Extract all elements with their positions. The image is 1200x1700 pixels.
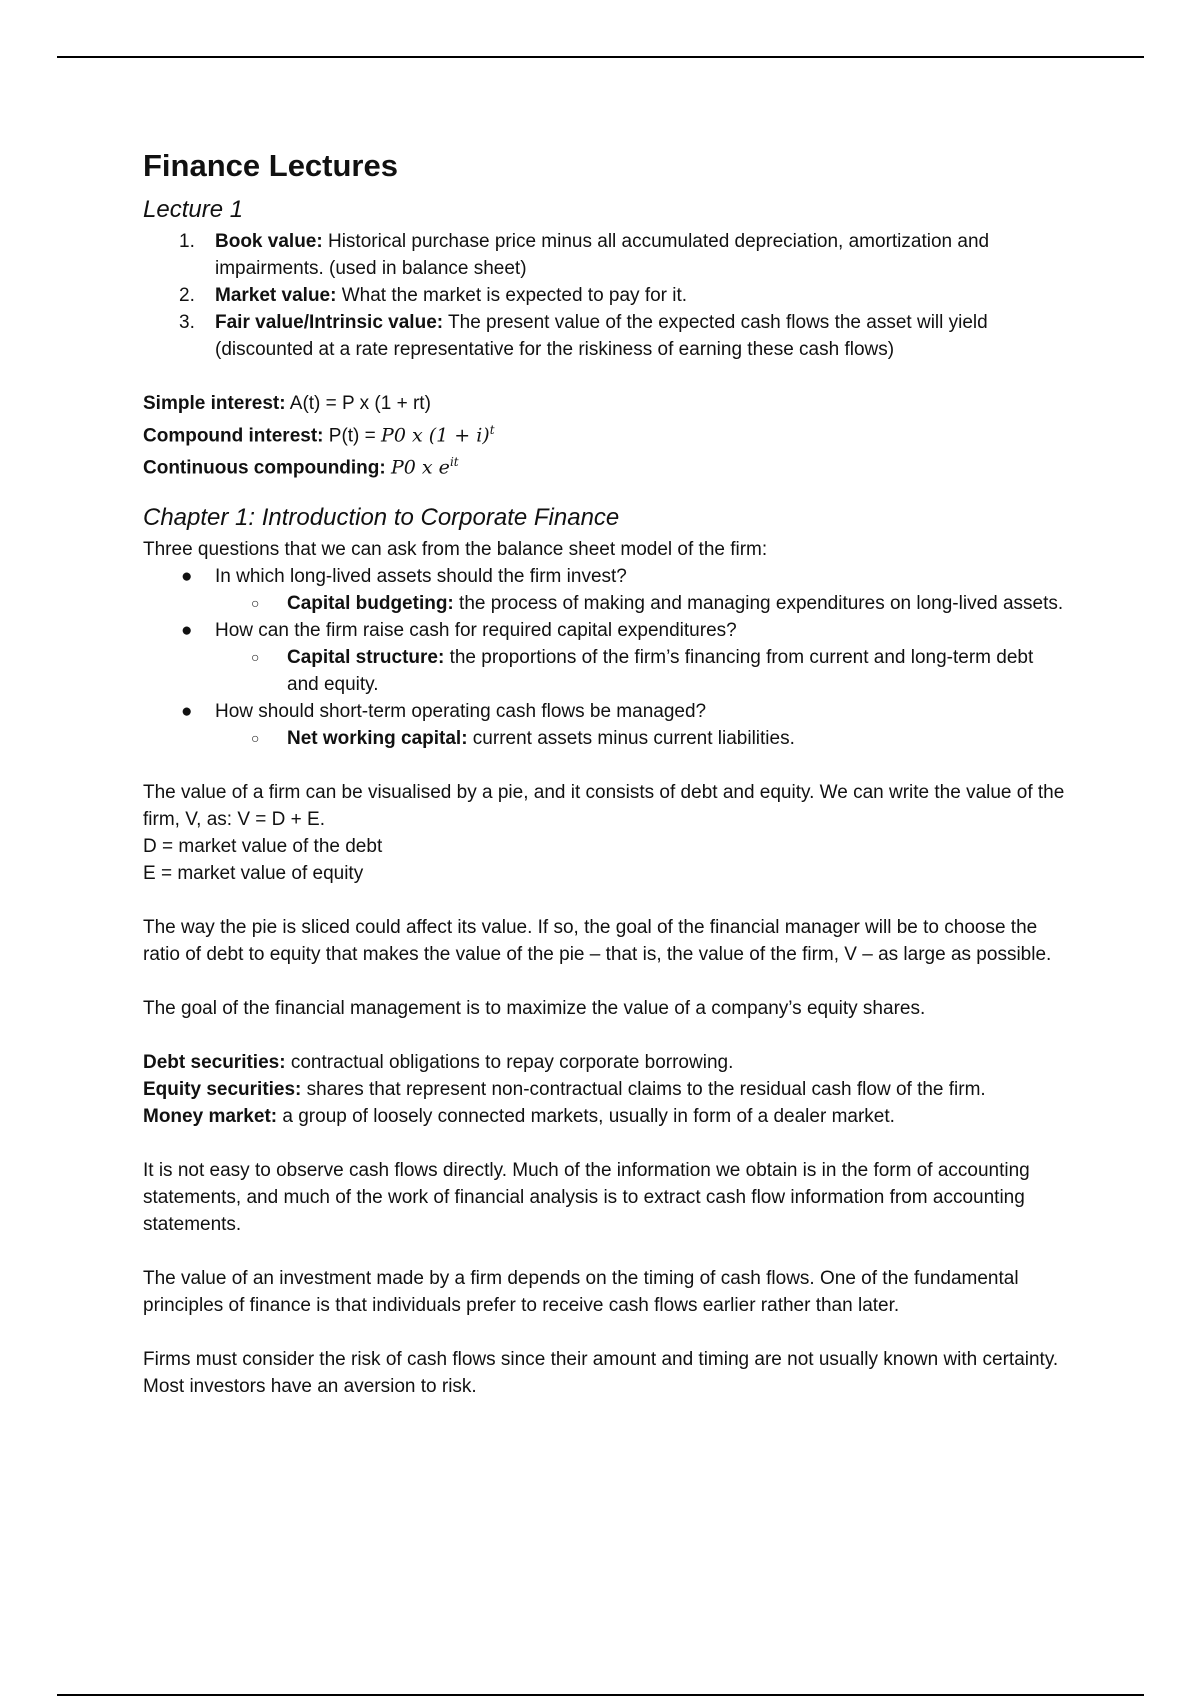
list-item: [143, 228, 1068, 282]
formula-label: Simple interest:: [143, 393, 286, 414]
formula-math: P0 x (1 + i): [381, 424, 490, 447]
debt-securities-line: [143, 1049, 1068, 1076]
definition: the process of making and managing expenditures on long-lived assets.: [453, 592, 1064, 614]
circle-bullet-icon: ○: [251, 729, 260, 746]
chapter-intro: Three questions that we can ask from the balance sheet model of the firm:: [143, 538, 768, 560]
definition: shares that represent non-contractual claims to the residual cash flow of the firm.: [301, 1078, 986, 1100]
lecture-1-heading: Lecture 1: [143, 196, 244, 223]
question: In which long-lived assets should the firm invest?: [215, 565, 627, 587]
goal-paragraph: The goal of the financial management is to maximize the value of a company’s equity shares.: [143, 997, 926, 1019]
list-item: [143, 698, 1068, 752]
list-item: [143, 282, 1068, 309]
definition: current assets minus current liabilities.: [467, 727, 795, 749]
list-number: 1.: [179, 231, 195, 252]
formula-exponent: t: [489, 423, 495, 437]
formula-text: A(t) = P x (1 + rt): [285, 393, 431, 414]
debt-definition: D = market value of the debt: [143, 835, 383, 857]
document-page: [143, 146, 1068, 1400]
continuous-compounding-formula: [143, 449, 1068, 481]
bottom-rule: [57, 1694, 1144, 1696]
value-definitions-list: [143, 228, 1068, 363]
term: Book value:: [215, 231, 323, 252]
document-title: Finance Lectures: [143, 148, 398, 183]
sub-list-item: [215, 590, 1068, 617]
equity-securities-line: [143, 1076, 1068, 1103]
equity-definition: E = market value of equity: [143, 862, 364, 884]
definition: What the market is expected to pay for it.: [336, 285, 688, 306]
term: Equity securities:: [143, 1078, 302, 1100]
formula-text: P(t) =: [323, 425, 382, 447]
question: How can the firm raise cash for required capital expenditures?: [215, 619, 737, 641]
questions-list: [143, 563, 1068, 752]
formula-math: P0 x e: [391, 456, 450, 479]
question: How should short-term operating cash flows be managed?: [215, 700, 707, 722]
risk-paragraph: Firms must consider the risk of cash flows since their amount and timing are not usually known with certainty. Most investors have an aversion to risk.: [143, 1348, 1059, 1397]
term: Capital budgeting:: [287, 592, 454, 614]
circle-bullet-icon: ○: [251, 594, 260, 611]
term: Debt securities:: [143, 1051, 286, 1073]
top-rule: [57, 56, 1144, 58]
list-item: [143, 617, 1068, 698]
definition: Historical purchase price minus all accumulated depreciation, amortization and impairments. (used in balance sheet): [215, 231, 990, 279]
bullet-icon: ●: [181, 565, 193, 587]
bullet-icon: ●: [181, 619, 193, 641]
definition: contractual obligations to repay corporate borrowing.: [285, 1051, 734, 1073]
formula-label: Continuous compounding:: [143, 457, 386, 479]
circle-bullet-icon: ○: [251, 648, 260, 665]
term: Capital structure:: [287, 646, 445, 668]
definition: a group of loosely connected markets, usually in form of a dealer market.: [277, 1105, 895, 1127]
compound-interest-formula: [143, 417, 1068, 449]
formula-exponent: it: [449, 455, 459, 470]
list-number: 3.: [179, 312, 195, 333]
simple-interest-formula: [143, 390, 1068, 417]
list-number: 2.: [179, 285, 195, 306]
sub-list-item: [215, 725, 1068, 752]
formula-label: Compound interest:: [143, 425, 324, 447]
term: Market value:: [215, 285, 337, 306]
bullet-icon: ●: [181, 700, 193, 722]
definition: the proportions of the firm’s financing from current and long-term debt and equity.: [287, 646, 1034, 695]
cash-flows-paragraph: It is not easy to observe cash flows directly. Much of the information we obtain is in the form of accounting statements, and much of the work of financial analysis is to extract cash flow information from accounting statements.: [143, 1159, 1030, 1235]
term: Net working capital:: [287, 727, 468, 749]
slice-paragraph: The way the pie is sliced could affect its value. If so, the goal of the financial manager will be to choose the ratio of debt to equity that makes the value of the pie – that is, the value of the firm, V – as large as possible.: [143, 916, 1052, 965]
term: Money market:: [143, 1105, 278, 1127]
sub-list-item: [215, 644, 1068, 698]
list-item: [143, 563, 1068, 617]
term: Fair value/Intrinsic value:: [215, 312, 444, 333]
timing-paragraph: The value of an investment made by a firm depends on the timing of cash flows. One of the fundamental principles of finance is that individuals prefer to receive cash flows earlier rather than later.: [143, 1267, 1019, 1316]
definition: The present value of the expected cash flows the asset will yield (discounted at a rate representative for the riskiness of earning these cash flows): [215, 312, 988, 360]
chapter-1-heading: Chapter 1: Introduction to Corporate Finance: [143, 503, 620, 531]
pie-paragraph: The value of a firm can be visualised by a pie, and it consists of debt and equity. We can write the value of the firm, V, as: V = D + E.: [143, 781, 1065, 830]
list-item: [143, 309, 1068, 363]
money-market-line: [143, 1103, 1068, 1130]
